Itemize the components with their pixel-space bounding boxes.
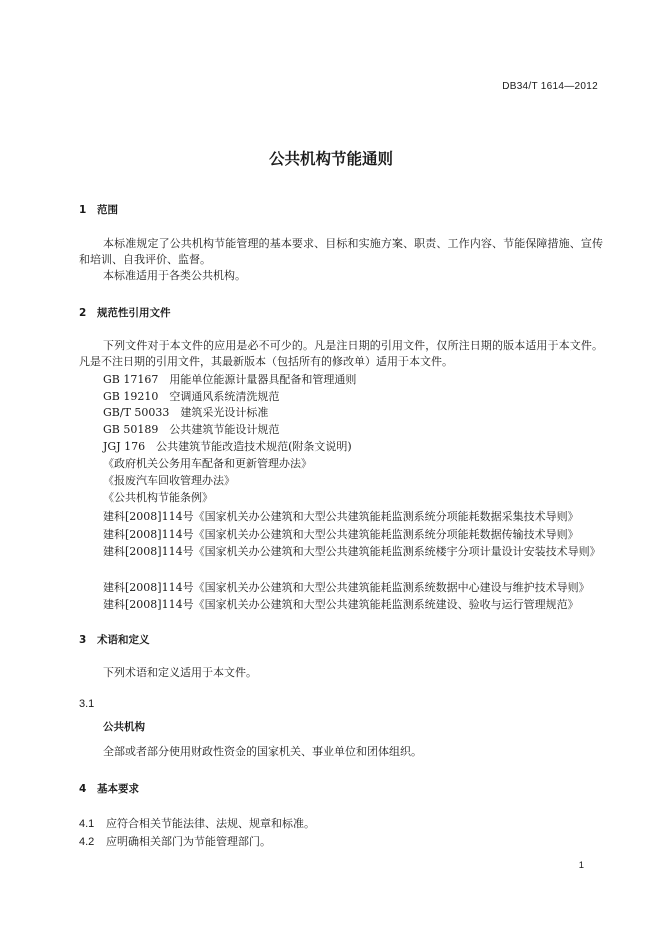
reference-item: 建科[2008]114号《国家机关办公建筑和大型公共建筑能耗监测系统建设、验收与运行管理规范》 [103,598,579,611]
section-3-heading [79,632,150,647]
reference-item: 建科[2008]114号《国家机关办公建筑和大型公共建筑能耗监测系统楼宇分项计量设计安装技术导则》 [103,545,601,558]
reference-item: GB/T 50033 建筑采光设计标准 [103,406,269,419]
reference-item: GB 17167 用能单位能源计量器具配备和管理通则 [103,373,357,386]
section-4-heading [79,781,139,796]
section-number: 1 [79,204,87,216]
reference-item: 《报废汽车回收管理办法》 [103,474,235,487]
clause-number: 3.1 [79,698,95,710]
clause-number: 4.1 [79,818,95,830]
page-number: 1 [578,860,584,871]
term-name: 公共机构 [103,721,145,733]
reference-item: GB 19210 空调通风系统清洗规范 [103,390,280,403]
reference-item: 《公共机构节能条例》 [103,491,213,504]
reference-item: 建科[2008]114号《国家机关办公建筑和大型公共建筑能耗监测系统数据中心建设与维护技术导则》 [103,581,590,594]
clause-text: 应符合相关节能法律、法规、规章和标准。 [106,817,315,830]
section-3-paragraph-1: 下列术语和定义适用于本文件。 [103,666,257,679]
reference-item: 《政府机关公务用车配备和更新管理办法》 [103,457,312,470]
section-number: 3 [79,634,87,646]
section-number: 2 [79,307,87,319]
document-title: 公共机构节能通则 [268,150,393,168]
section-title: 术语和定义 [97,634,150,646]
reference-item: GB 50189 公共建筑节能设计规范 [103,423,280,436]
clause-4-2 [79,833,271,849]
section-2-heading [79,305,171,320]
clause-text: 应明确相关部门为节能管理部门。 [106,835,271,848]
section-2-paragraph-1: 下列文件对于本文件的应用是必不可少的。凡是注日期的引用文件，仅所注日期的版本适用于本文件。凡是不注日期的引用文件，其最新版本（包括所有的修改单）适用于本文件。 [79,339,603,369]
standard-number: DB34/T 1614—2012 [502,81,598,92]
clause-number: 4.2 [79,836,95,848]
reference-item: 建科[2008]114号《国家机关办公建筑和大型公共建筑能耗监测系统分项能耗数据采集技术导则》 [103,510,579,523]
reference-item: 建科[2008]114号《国家机关办公建筑和大型公共建筑能耗监测系统分项能耗数据传输技术导则》 [103,528,579,541]
section-title: 范围 [97,204,118,216]
term-number [79,697,106,710]
reference-item: JGJ 176 公共建筑节能改造技术规范(附条文说明) [103,440,352,453]
term-definition: 全部或者部分使用财政性资金的国家机关、事业单位和团体组织。 [103,745,422,758]
section-number: 4 [79,783,87,795]
section-1-paragraph-2: 本标准适用于各类公共机构。 [103,269,246,282]
section-1-heading [79,202,118,217]
section-1-paragraph-1: 本标准规定了公共机构节能管理的基本要求、目标和实施方案、职责、工作内容、节能保障措施、宣传和培训、自我评价、监督。 [79,237,603,267]
clause-4-1 [79,815,315,831]
section-title: 规范性引用文件 [97,307,171,319]
section-title: 基本要求 [97,783,139,795]
